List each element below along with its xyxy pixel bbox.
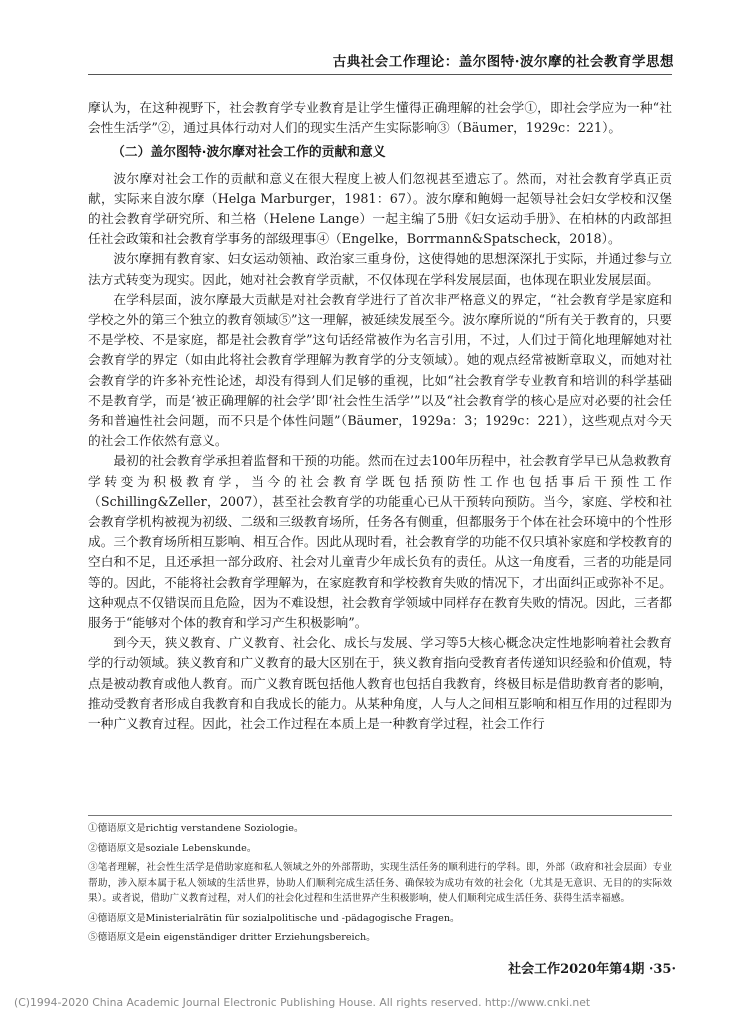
body-paragraph: 到今天，狭义教育、广义教育、社会化、成长与发展、学习等5大核心概念决定性地影响着社会教育学的行动领域。狭义教育和广义教育的最大区别在于，狭义教育指向受教育者传递知识经验和价值观，特点是被动教育或他人教育。而广义教育既包括他人教育也包括自我教育，终极目标是借助教育者的影响，推动受教育者形成自我教育和自我成长的能力。从某种角度，人与人之间相互影响和相互作用的过程即为一种广义教育过程。因此，社会工作过程在本质上是一种教育学过程，社会工作行 [88,635,672,732]
article-body [88,98,672,734]
body-paragraph: 波尔摩对社会工作的贡献和意义在很大程度上被人们忽视甚至遗忘了。然而，对社会教育学真正贡献，实际来自波尔摩（Helga Marburger，1981：67）。波尔摩和鲍姆一起领导社会妇女学校和汉堡的社会教育学研究所、和兰格（Helene Lange）一起主编了5册《妇女运动手册》、在柏林的内政部担任社会政策和社会教育学事务的部级理事④（Engelke，Borrmann&Spatscheck，2018）。 [88,170,672,247]
footnote: ②德语原文是soziale Lebenskunde。 [88,842,257,854]
body-paragraph: 在学科层面，波尔摩最大贡献是对社会教育学进行了首次非严格意义的界定，“社会教育学是家庭和学校之外的第三个独立的教育领域⑤”这一理解，被延续发展至今。波尔摩所说的“所有关于教育的，只要不是学校、不是家庭，都是社会教育学”这句话经常被作为名言引用，不过，人们过于简化地理解她对社会教育学的界定（如由此将社会教育学理解为教育学的分支领域）。她的观点经常被断章取义，而她对社会教育学的许多补充性论述，却没有得到人们足够的重视，比如“社会教育学专业教育和培训的科学基础不是教育学，而是‘被正确理解的社会学’即‘社会性生活学’”以及“社会教育学的核心是应对必要的社会任务和普遍性社会问题，而不只是个体性问题”（Bäumer，1929a：3；1929c：221），这些观点对今天的社会工作依然有意义。 [88,291,672,449]
continuation-paragraph: 摩认为，在这种视野下，社会教育学专业教育是让学生懂得正确理解的社会学①，即社会学应为一种“社会性生活学”②，通过具体行动对人们的现实生活产生实际影响③（Bäumer，1929c：221）。 [88,100,672,136]
footnote: ⑤德语原文是ein eigenständiger dritter Erziehungsbereich。 [88,932,376,943]
footnote: ③笔者理解，社会性生活学是借助家庭和私人领域之外的外部帮助，实现生活任务的顺利进行的学科。即，外部（政府和社会层面）专业帮助，涉入原本属于私人领域的生活世界，协助人们顺利完成生活任务、确保较为成功有效的社会化（尤其是无意识、无目的的实际效果）。或者说，借助广义教育过程，对人们的社会化过程和生活世界产生积极影响，使人们顺利完成生活任务、获得生活幸福感。 [88,862,672,904]
footnotes [88,821,672,950]
section-heading: （二）盖尔图特·波尔摩对社会工作的贡献和意义 [112,145,386,161]
footnote: ④德语原文是Ministerialrätin für sozialpolitische und -pädagogische Fragen。 [88,912,460,924]
footnote-rule [88,815,672,816]
copyright-line: (C)1994-2020 China Academic Journal Electronic Publishing House. All rights reserved. http://www.cnki.net [14,996,591,1009]
body-paragraph: 最初的社会教育学承担着监督和干预的功能。然而在过去100年历程中，社会教育学早已从急救教育学转变为积极教育学，当今的社会教育学既包括预防性工作也包括事后干预性工作（Schilling&Zeller，2007），甚至社会教育学的功能重心已从干预转向预防。当今，家庭、学校和社会教育学机构被视为初级、二级和三级教育场所，任务各有侧重，但都服务于个体在社会环境中的个性形成。三个教育场所相互影响、相互合作。因此从现时看，社会教育学的功能不仅只填补家庭和学校教育的空白和不足，且还承担一部分政府、社会对儿童青少年成长负有的责任。从这一角度看，三者的功能是同等的。因此，不能将社会教育学理解为，在家庭教育和学校教育失败的情况下，才出面纠正或弥补不足。这种观点不仅错误而且危险，因为不难设想，社会教育学领域中同样存在教育失败的情况。因此，三者都服务于“能够对个体的教育和学习产生积极影响”。 [88,453,672,631]
page-info: 社会工作2020年第4期 ·35· [508,962,676,977]
header-rule [88,74,672,75]
running-header: 古典社会工作理论：盖尔图特·波尔摩的社会教育学思想 [332,54,674,70]
body-paragraph: 波尔摩拥有教育家、妇女运动领袖、政治家三重身份，这使得她的思想深深扎于实际，并通过参与立法方式转变为现实。因此，她对社会教育学贡献，不仅体现在学科发展层面，也体现在职业发展层面。 [88,251,672,287]
footnote: ①德语原文是richtig verstandene Soziologie。 [88,823,304,834]
